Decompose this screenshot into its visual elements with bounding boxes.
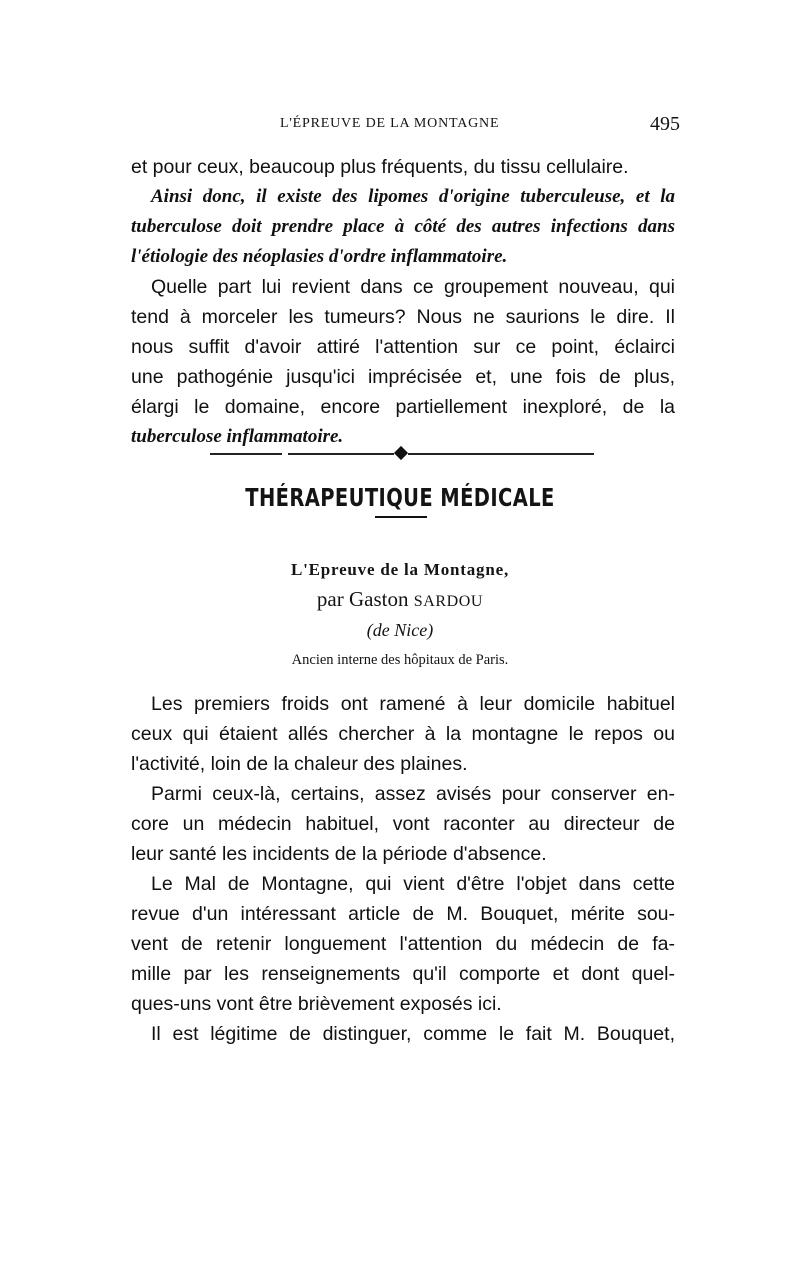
divider-rule [408,453,594,455]
text-line: nous suffit d'avoir attiré l'attention sur ce point, éclairci [131,336,675,358]
text-line: Le Mal de Montagne, qui vient d'être l'objet dans cette [151,873,675,895]
text-line: Les premiers froids ont ramené à leur domicile habituel [151,693,675,715]
text-line: ques-uns vont être brièvement exposés ici. [131,993,502,1015]
article-title: L'Epreuve de la Montagne, [290,560,510,579]
article-author [0,587,800,612]
text-line: leur santé les incidents de la période d'absence. [131,843,547,865]
text-line: core un médecin habituel, vont raconter au directeur de [131,813,675,835]
author-credit: Ancien interne des hôpitaux de Paris. [291,652,509,668]
text-line: l'activité, loin de la chaleur des plaines. [131,753,468,775]
divider-diamond-icon [394,446,408,460]
previous-article-text [131,152,675,452]
text-line: élargi le domaine, encore partiellement inexploré, de la [131,396,675,418]
text-line: Quelle part lui revient dans ce groupement nouveau, qui [151,276,675,298]
ornamental-divider [210,447,594,461]
text-line: une pathogénie jusqu'ici imprécisée et, une fois de plus, [131,366,675,388]
text-line: Ainsi donc, il existe des lipomes d'origine tuberculeuse, et la [151,186,675,207]
text-line: tuberculose doit prendre place à côté des autres infections dans [131,216,675,237]
text-line: revue d'un intéressant article de M. Bouquet, mérite sou- [131,903,675,925]
running-head-title: L'ÉPREUVE DE LA MONTAGNE [280,116,500,131]
text-line: tuberculose inflammatoire. [131,426,344,447]
divider-rule [210,453,282,455]
text-line: l'étiologie des néoplasies d'ordre inflammatoire. [131,246,508,267]
article-body [131,689,675,1049]
text-line: tend à morceler les tumeurs? Nous ne saurions le dire. Il [131,306,675,328]
author-place: (de Nice) [366,620,434,640]
text-line: ceux qui étaient allés chercher à la montagne le repos ou [131,723,675,745]
text-line: Il est légitime de distinguer, comme le fait M. Bouquet, [151,1023,675,1045]
page-number: 495 [650,113,680,135]
text-line: et pour ceux, beaucoup plus fréquents, du tissu cellulaire. [131,156,629,178]
author-surname: SARDOU [413,593,484,610]
text-line: mille par les renseignements qu'il comporte et dont quel- [131,963,675,985]
running-head [280,113,680,138]
text-line: vent de retenir longuement l'attention du médecin de fa- [131,933,675,955]
author-prefix: par Gaston [316,587,414,611]
section-title: THÉRAPEUTIQUE MÉDICALE [245,483,555,512]
section-title-underline [375,516,427,518]
divider-rule [288,453,394,455]
text-line: Parmi ceux-là, certains, assez avisés pour conserver en- [151,783,675,805]
